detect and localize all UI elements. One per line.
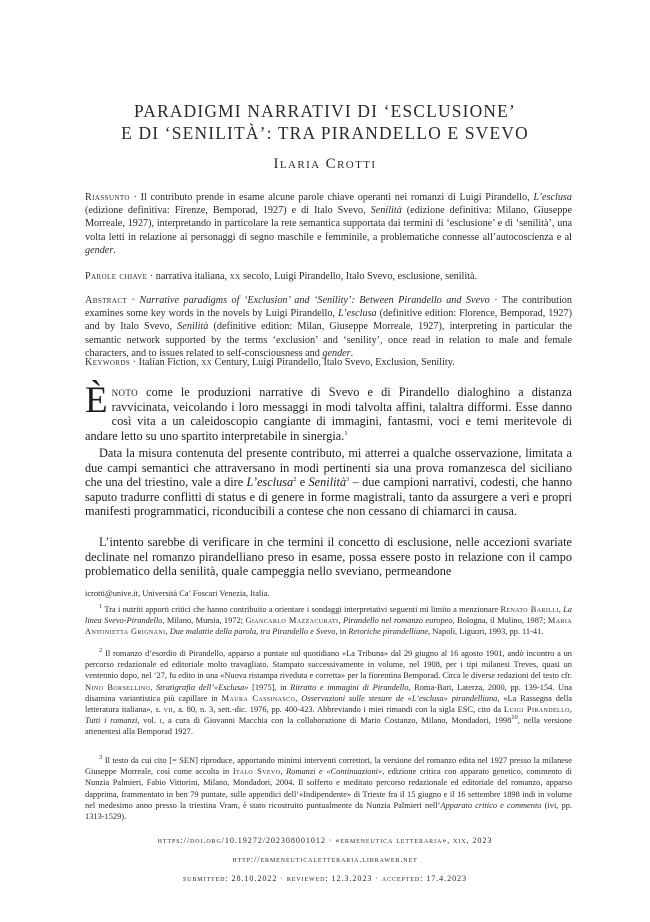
footer-dates: submitted: 28.10.2022 · reviewed: 12.3.2023 · accepted: 17.4.2023: [182, 874, 468, 883]
footer-url[interactable]: http://ermeneuticaletteraria.libraweb.net: [232, 855, 418, 864]
body-paragraph-2: Data la misura contenuta del presente contributo, mi atterrei a qualche osservazione, limitata a due campi semantici che attraversano in modi pertinenti sia una prova romanzesca del siciliano che una del triestino, vale a dire L’esclusa$^2$ e Senilità$^3$ – due campioni narrativi, codesti, che hanno saputo tradurre conflitti di status e di genere in forme magistrali, tanto da assurgere a veri e propri manifesti programmatici, riconducibili a contese che non cessano di chiamarci in causa.: [85, 446, 572, 519]
abstract-label: Abstract: [85, 295, 128, 306]
riassunto-label: Riassunto: [85, 192, 130, 203]
footnote-1: $^1$ Tra i nutriti apporti critici che hanno contribuito a orientare i sondaggi interpretativi seguenti mi limito a menzionare Renato Barilli, La linea Svevo-Pirandello, Milano, Mursia, 1972; Giancarlo Mazzacurati, Pirandello nel romanzo europeo, Bologna, il Mulino, 1987; Maria Antonietta Grignani, Due malattie della parola, tra Pirandello e Svevo, in Retoriche pirandelliane, Napoli, Liguori, 1993, pp. 11-41.: [85, 603, 573, 637]
contact-note: icrotti@unive.it, Università Ca’ Foscari Venezia, Italia.: [85, 589, 270, 598]
body-paragraph-3: L’intento sarebbe di verificare in che termini il concetto di esclusione, nelle accezioni svariate declinate nel romanzo pirandelliano preso in esame, possa essere posto in relazione con il campo problematico della senilità, quale campeggia nello sveviano, permeandone: [85, 535, 572, 579]
footnote-ref-3[interactable]: 3: [346, 476, 350, 484]
article-title: [0, 100, 650, 144]
footnote-3: $^3$ Il testo da cui cito [= SEN] riproduce, apportando minimi interventi correttori, la versione del romanzo edita nel 1927 presso la milanese Giuseppe Morreale, così come accolta in Italo Svevo, Romanzi e «Continuazioni», edizione critica con apparato genetico, commento di Nunzia Palmieri, Fabio Vittorini, Milano, Mondadori, 2004. Il sofferto e meditato percorso redazionale ed editoriale del romanzo, apparso dapprima, frammentato in ben 79 puntate, sulle appendici dell’«Indipendente» di Trieste fra il 15 giugno e il 16 settembre 1898 indi in volume nel medesimo anno presso la triestina Vram, è stato ricostruito puntualmente da Nunzia Palmieri nell’Apparato critico e commento (ivi, pp. 1313-1529).: [85, 754, 572, 822]
footer-doi[interactable]: https://doi.org/10.19272/202308001012 · «ermeneutica letteraria», xix, 2023: [157, 836, 493, 845]
author-name: Ilaria Crotti: [273, 156, 377, 172]
parole-chiave: Parole chiave · narrativa italiana, xx secolo, Luigi Pirandello, Italo Svevo, esclusione, senilità.: [85, 271, 478, 282]
keywords-label: Keywords: [85, 357, 131, 368]
footnote-ref-2[interactable]: 2: [293, 476, 297, 484]
footnote-2: $^2$ Il romanzo d’esordio di Pirandello, apparso a puntate sul quotidiano «La Tribuna» dal 29 giugno al 16 agosto 1901, andò incontro a un percorso redazionale ed editoriale molto travagliato. Stampato successivamente in volume, nel 1908, per i tipi milanesi Treves, quasi un ventennio dopo, nel ’27, fu edito in una «Nuova ristampa riveduta e corretta» per la fiorentina Bemporad. Circa le diverse redazioni del testo cfr. Nino Borsellino, Stratigrafia dell’«Esclusa» [1975], in Ritratto e immagini di Pirandello, Roma-Bari, Laterza, 2000, pp. 139-154. Una disamina variantistica più capillare in Maura Cassinasco, Osservazioni sulle stesure de «L’esclusa» pirandelliana, «La Rassegna della letteratura italiana», s. vii, a. 80, n. 3, sett.-dic. 1976, pp. 400-423. Abbreviando i miei rimandi con la sigla ESC, cito da Luigi Pirandello, Tutti i romanzi, vol. i, a cura di Giovanni Macchia con la collaborazione di Mario Costanzo, Milano, Mondadori, 1998$^{10}$, nella versione attenentesi alla Bemporad 1927.: [85, 647, 573, 737]
drop-cap: È: [85, 380, 108, 421]
parole-chiave-label: Parole chiave: [85, 271, 148, 282]
riassunto: Riassunto · Il contributo prende in esame alcune parole chiave operanti nei romanzi di Luigi Pirandello, L’esclusa (edizione definitiva: Firenze, Bemporad, 1927) e di Italo Svevo, Senilità (edizione definitiva: Milano, Giuseppe Morreale, 1927), interpretando in particolare la rete semantica supportata dai termini di ‘esclusione’ e di ‘senilità’, una volta letti in relazione ai personaggi di segno maschile e femminile, a problematiche connesse all’autocoscienza e al gender.: [85, 192, 572, 256]
abstract: Abstract · Narrative paradigms of ‘Exclusion’ and ‘Senility’: Between Pirandello and Svevo · The contribution examines some key words in the novels by Luigi Pirandello, L’esclusa (definitive edition: Florence, Bemporad, 1927) and by Italo Svevo, Senilità (definitive edition: Milan, Giuseppe Morreale, 1927), interpreting in particular the semantic network supported by the terms ‘exclusion’ and ‘senility’, once read in relation to male and female characters, and to issues related to self-consciousness and gender.: [85, 295, 572, 359]
keywords: Keywords · Italian Fiction, xx Century, Luigi Pirandello, Italo Svevo, Exclusion, Senility.: [85, 357, 455, 368]
body-paragraph-1: Ènoto come le produzioni narrative di Svevo e di Pirandello dialoghino a distanza ravvicinata, veicolando i loro messaggi in modi talvolta affini, talaltra difformi. Esse danno così vita a un caleidoscopio cangiante di immagini, fantasmi, voci e temi meritevole di andare letto su uno spartito interpretabile in sinergia.$^1$: [85, 380, 572, 443]
title-line-1: PARADIGMI NARRATIVI DI ‘ESCLUSIONE’: [134, 101, 516, 121]
title-line-2: E DI ‘SENILITÀ’: TRA PIRANDELLO E SVEVO: [121, 123, 529, 143]
footnote-ref-1[interactable]: 1: [344, 429, 348, 437]
